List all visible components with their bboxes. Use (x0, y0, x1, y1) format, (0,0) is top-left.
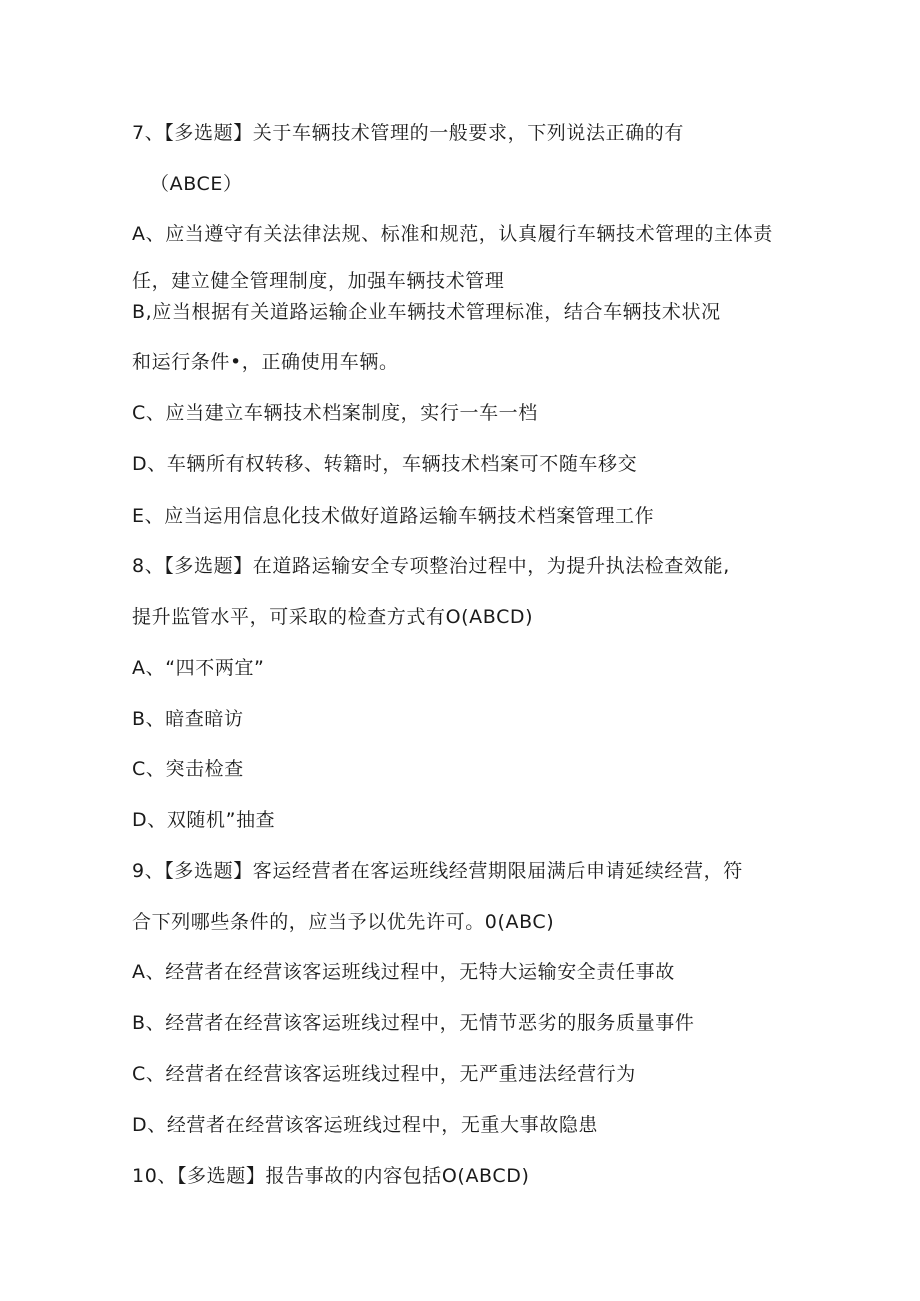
question-8-stem-line-2: 提升监管水平，可采取的检查方式有O(ABCD) (132, 606, 534, 628)
question-7-option-c: C、应当建立车辆技术档案制度，实行一车一档 (132, 402, 538, 424)
question-10-stem: 10、【多选题】报告事故的内容包括O(ABCD) (132, 1165, 530, 1187)
question-7-option-a-line-2: 任，建立健全管理制度，加强车辆技术管理 (132, 270, 505, 292)
question-9-stem-line-2: 合下列哪些条件的，应当予以优先许可。0(ABC) (132, 911, 555, 933)
question-7-option-d: D、车辆所有权转移、转籍时，车辆技术档案可不随车移交 (132, 453, 638, 475)
question-7-stem-line-1: 7、【多选题】关于车辆技术管理的一般要求，下列说法正确的有 (132, 122, 684, 144)
question-9-option-c: C、经营者在经营该客运班线过程中，无严重违法经营行为 (132, 1063, 636, 1085)
question-7-option-b-line-2: 和运行条件•，正确使用车辆。 (132, 351, 399, 373)
question-7-answer: （ABCE） (150, 173, 243, 195)
question-9-stem-line-1: 9、【多选题】客运经营者在客运班线经营期限届满后申请延续经营，符 (132, 860, 743, 882)
question-7-option-a-line-1: A、应当遵守有关法律法规、标准和规范，认真履行车辆技术管理的主体责 (132, 223, 773, 245)
question-8-option-b: B、暗查暗访 (132, 708, 244, 730)
question-8-option-a: A、“四不两宜” (132, 657, 265, 679)
question-9-option-d: D、经营者在经营该客运班线过程中，无重大事故隐患 (132, 1114, 599, 1136)
question-9-option-b: B、经营者在经营该客运班线过程中，无情节恶劣的服务质量事件 (132, 1012, 695, 1034)
question-7-option-b-line-1: B,应当根据有关道路运输企业车辆技术管理标准，结合车辆技术状况 (132, 301, 721, 323)
question-7-option-e: E、应当运用信息化技术做好道路运输车辆技术档案管理工作 (132, 505, 655, 527)
question-8-option-c: C、突击检查 (132, 758, 244, 780)
question-9-option-a: A、经营者在经营该客运班线过程中，无特大运输安全责任事故 (132, 961, 675, 983)
question-8-option-d: D、双随机”抽查 (132, 809, 276, 831)
question-8-stem-line-1: 8、【多选题】在道路运输安全专项整治过程中，为提升执法检查效能, (132, 555, 730, 577)
